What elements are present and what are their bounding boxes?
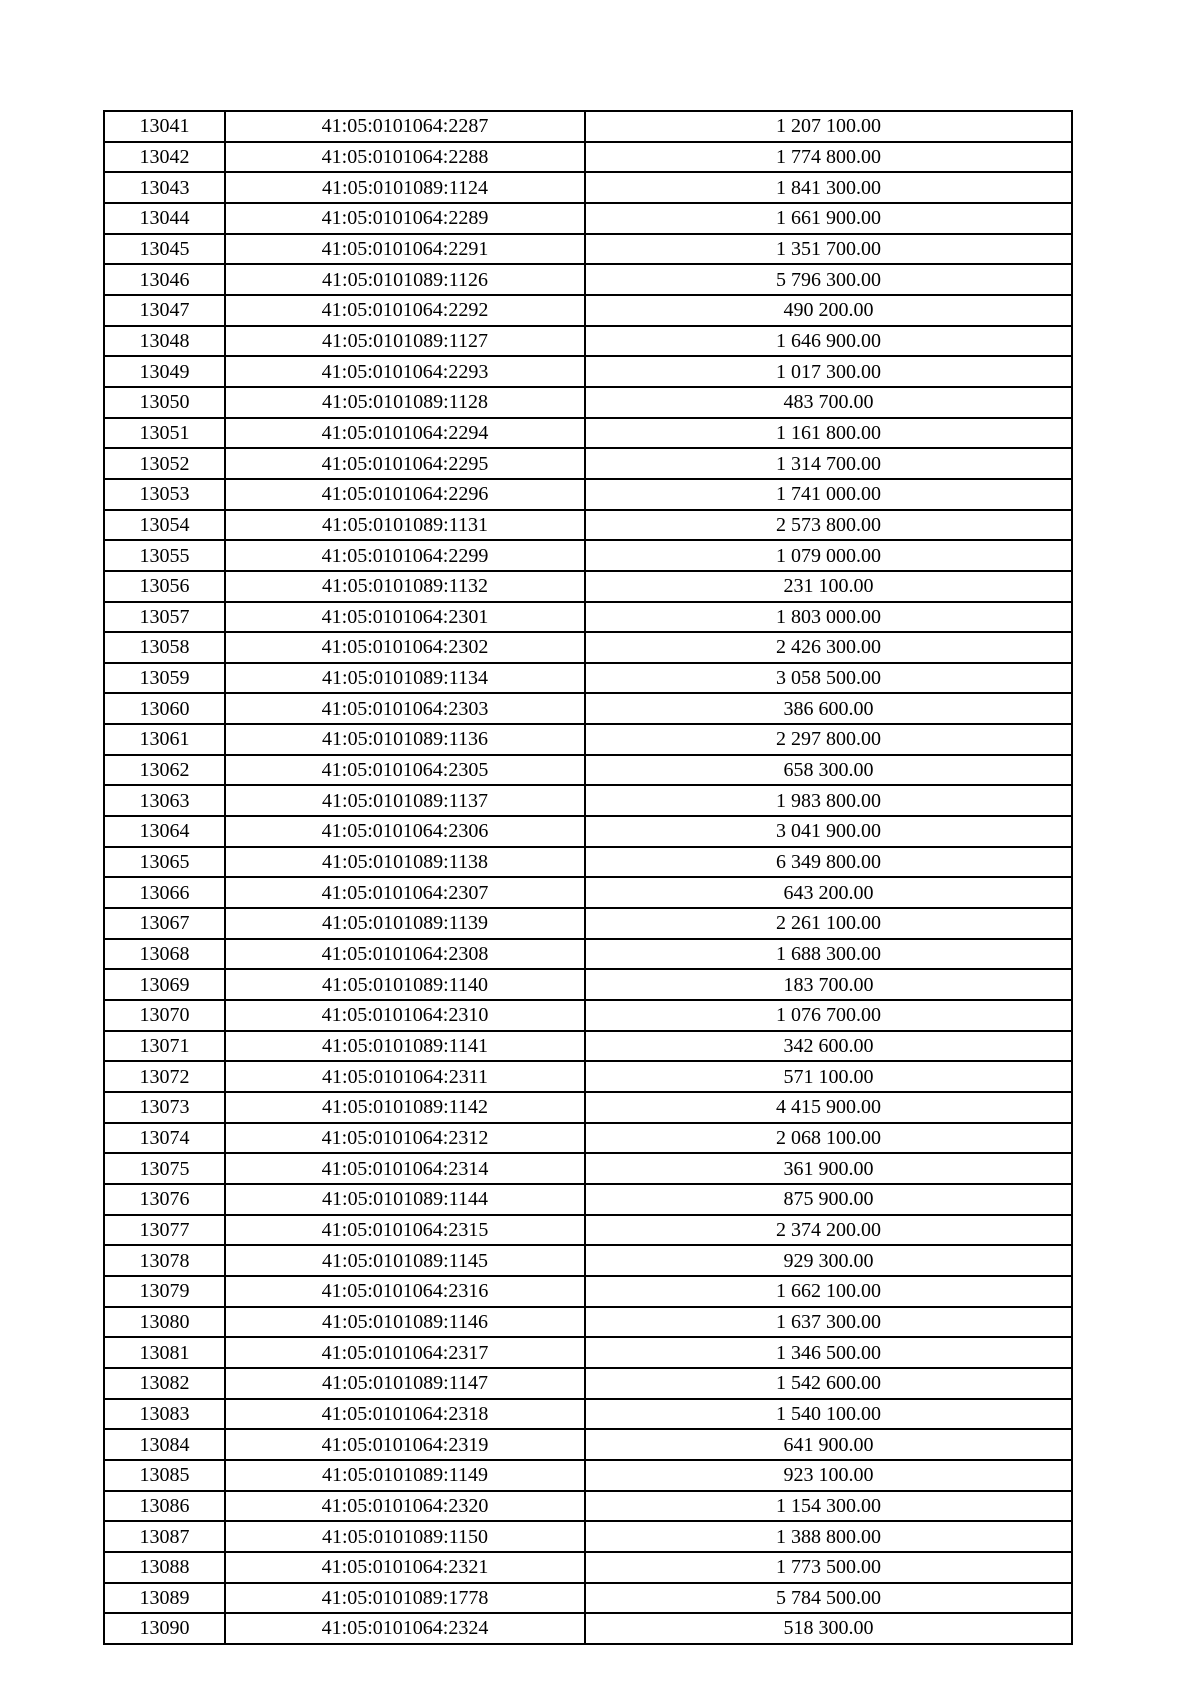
value-cell: 2 573 800.00 [585,510,1072,541]
table-row [104,1552,1072,1583]
cadastral-number-cell: 41:05:0101064:2320 [225,1491,585,1522]
value-cell: 2 374 200.00 [585,1215,1072,1246]
table-row [104,1123,1072,1154]
value-cell: 1 662 100.00 [585,1276,1072,1307]
table-row [104,847,1072,878]
table-row [104,1613,1072,1644]
cadastral-number-cell: 41:05:0101064:2315 [225,1215,585,1246]
value-cell: 1 688 300.00 [585,939,1072,970]
row-number-cell: 13043 [104,172,225,203]
value-cell: 490 200.00 [585,295,1072,326]
row-number-cell: 13047 [104,295,225,326]
row-number-cell: 13063 [104,785,225,816]
value-cell: 1 773 500.00 [585,1552,1072,1583]
cadastral-number-cell: 41:05:0101064:2318 [225,1399,585,1430]
cadastral-number-cell: 41:05:0101064:2293 [225,356,585,387]
table-body [104,111,1072,1644]
row-number-cell: 13059 [104,663,225,694]
cadastral-number-cell: 41:05:0101089:1141 [225,1031,585,1062]
cadastral-number-cell: 41:05:0101089:1138 [225,847,585,878]
cadastral-number-cell: 41:05:0101089:1145 [225,1245,585,1276]
value-cell: 1 540 100.00 [585,1399,1072,1430]
row-number-cell: 13071 [104,1031,225,1062]
row-number-cell: 13067 [104,908,225,939]
table-row [104,1184,1072,1215]
value-cell: 231 100.00 [585,571,1072,602]
row-number-cell: 13055 [104,540,225,571]
value-cell: 5 796 300.00 [585,264,1072,295]
value-cell: 643 200.00 [585,877,1072,908]
cadastral-number-cell: 41:05:0101089:1132 [225,571,585,602]
row-number-cell: 13077 [104,1215,225,1246]
value-cell: 1 314 700.00 [585,448,1072,479]
row-number-cell: 13074 [104,1123,225,1154]
value-cell: 1 774 800.00 [585,142,1072,173]
cadastral-number-cell: 41:05:0101089:1134 [225,663,585,694]
table-row [104,203,1072,234]
value-cell: 1 351 700.00 [585,234,1072,265]
row-number-cell: 13042 [104,142,225,173]
row-number-cell: 13061 [104,724,225,755]
cadastral-number-cell: 41:05:0101064:2324 [225,1613,585,1644]
row-number-cell: 13060 [104,693,225,724]
cadastral-number-cell: 41:05:0101089:1140 [225,969,585,1000]
cadastral-number-cell: 41:05:0101064:2321 [225,1552,585,1583]
table-row [104,1460,1072,1491]
table-row [104,264,1072,295]
value-cell: 518 300.00 [585,1613,1072,1644]
row-number-cell: 13085 [104,1460,225,1491]
value-cell: 3 058 500.00 [585,663,1072,694]
table-row [104,939,1072,970]
value-cell: 1 983 800.00 [585,785,1072,816]
table-row [104,908,1072,939]
value-cell: 4 415 900.00 [585,1092,1072,1123]
table-row [104,663,1072,694]
value-cell: 6 349 800.00 [585,847,1072,878]
table-row [104,571,1072,602]
row-number-cell: 13051 [104,418,225,449]
value-cell: 1 161 800.00 [585,418,1072,449]
table-row [104,295,1072,326]
row-number-cell: 13090 [104,1613,225,1644]
table-row [104,448,1072,479]
row-number-cell: 13056 [104,571,225,602]
value-cell: 2 068 100.00 [585,1123,1072,1154]
cadastral-number-cell: 41:05:0101064:2294 [225,418,585,449]
cadastral-number-cell: 41:05:0101064:2289 [225,203,585,234]
value-cell: 386 600.00 [585,693,1072,724]
row-number-cell: 13082 [104,1368,225,1399]
row-number-cell: 13084 [104,1429,225,1460]
row-number-cell: 13053 [104,479,225,510]
cadastral-number-cell: 41:05:0101089:1149 [225,1460,585,1491]
cadastral-number-cell: 41:05:0101064:2311 [225,1061,585,1092]
value-cell: 361 900.00 [585,1153,1072,1184]
table-row [104,693,1072,724]
table-row [104,816,1072,847]
row-number-cell: 13045 [104,234,225,265]
value-cell: 1 741 000.00 [585,479,1072,510]
table-row [104,387,1072,418]
cadastral-number-cell: 41:05:0101089:1128 [225,387,585,418]
table-row [104,172,1072,203]
table-row [104,326,1072,357]
table-row [104,969,1072,1000]
row-number-cell: 13079 [104,1276,225,1307]
row-number-cell: 13072 [104,1061,225,1092]
table-row [104,1061,1072,1092]
table-row [104,510,1072,541]
row-number-cell: 13048 [104,326,225,357]
cadastral-number-cell: 41:05:0101064:2306 [225,816,585,847]
table-row [104,142,1072,173]
cadastral-number-cell: 41:05:0101089:1150 [225,1521,585,1552]
cadastral-number-cell: 41:05:0101089:1139 [225,908,585,939]
value-cell: 1 017 300.00 [585,356,1072,387]
row-number-cell: 13068 [104,939,225,970]
cadastral-number-cell: 41:05:0101089:1147 [225,1368,585,1399]
table-row [104,1031,1072,1062]
cadastral-number-cell: 41:05:0101064:2299 [225,540,585,571]
row-number-cell: 13041 [104,111,225,142]
row-number-cell: 13046 [104,264,225,295]
row-number-cell: 13089 [104,1583,225,1614]
table-row [104,1491,1072,1522]
cadastral-number-cell: 41:05:0101089:1127 [225,326,585,357]
value-cell: 5 784 500.00 [585,1583,1072,1614]
row-number-cell: 13050 [104,387,225,418]
cadastral-number-cell: 41:05:0101064:2307 [225,877,585,908]
cadastral-number-cell: 41:05:0101064:2291 [225,234,585,265]
row-number-cell: 13073 [104,1092,225,1123]
table-row [104,479,1072,510]
row-number-cell: 13080 [104,1307,225,1338]
value-cell: 2 261 100.00 [585,908,1072,939]
table-row [104,1215,1072,1246]
table-row [104,540,1072,571]
cadastral-number-cell: 41:05:0101089:1778 [225,1583,585,1614]
table-row [104,1368,1072,1399]
cadastral-number-cell: 41:05:0101064:2301 [225,602,585,633]
cadastral-number-cell: 41:05:0101064:2287 [225,111,585,142]
row-number-cell: 13088 [104,1552,225,1583]
cadastral-number-cell: 41:05:0101064:2316 [225,1276,585,1307]
value-cell: 2 426 300.00 [585,632,1072,663]
table-row [104,356,1072,387]
cadastral-number-cell: 41:05:0101064:2314 [225,1153,585,1184]
value-cell: 1 388 800.00 [585,1521,1072,1552]
table-row [104,1337,1072,1368]
value-cell: 1 207 100.00 [585,111,1072,142]
cadastral-number-cell: 41:05:0101064:2319 [225,1429,585,1460]
row-number-cell: 13078 [104,1245,225,1276]
table-row [104,1000,1072,1031]
cadastral-number-cell: 41:05:0101089:1144 [225,1184,585,1215]
value-cell: 571 100.00 [585,1061,1072,1092]
value-cell: 1 076 700.00 [585,1000,1072,1031]
value-cell: 929 300.00 [585,1245,1072,1276]
cadastral-number-cell: 41:05:0101064:2303 [225,693,585,724]
cadastral-number-cell: 41:05:0101089:1136 [225,724,585,755]
table-row [104,724,1072,755]
row-number-cell: 13087 [104,1521,225,1552]
cadastral-number-cell: 41:05:0101064:2296 [225,479,585,510]
row-number-cell: 13058 [104,632,225,663]
value-cell: 342 600.00 [585,1031,1072,1062]
value-cell: 1 542 600.00 [585,1368,1072,1399]
row-number-cell: 13069 [104,969,225,1000]
value-cell: 875 900.00 [585,1184,1072,1215]
cadastral-number-cell: 41:05:0101064:2305 [225,755,585,786]
value-cell: 1 803 000.00 [585,602,1072,633]
table-row [104,418,1072,449]
value-cell: 1 154 300.00 [585,1491,1072,1522]
value-cell: 183 700.00 [585,969,1072,1000]
table-row [104,877,1072,908]
value-cell: 1 646 900.00 [585,326,1072,357]
cadastral-number-cell: 41:05:0101089:1124 [225,172,585,203]
cadastral-number-cell: 41:05:0101064:2308 [225,939,585,970]
table-row [104,785,1072,816]
row-number-cell: 13075 [104,1153,225,1184]
table-row [104,1276,1072,1307]
cadastral-number-cell: 41:05:0101064:2302 [225,632,585,663]
value-cell: 3 041 900.00 [585,816,1072,847]
row-number-cell: 13076 [104,1184,225,1215]
value-cell: 1 841 300.00 [585,172,1072,203]
row-number-cell: 13081 [104,1337,225,1368]
value-cell: 641 900.00 [585,1429,1072,1460]
table-row [104,234,1072,265]
cadastral-number-cell: 41:05:0101089:1137 [225,785,585,816]
cadastral-number-cell: 41:05:0101064:2310 [225,1000,585,1031]
table-row [104,1583,1072,1614]
table-row [104,602,1072,633]
table-row [104,1307,1072,1338]
table-row [104,111,1072,142]
cadastral-number-cell: 41:05:0101064:2317 [225,1337,585,1368]
row-number-cell: 13064 [104,816,225,847]
cadastral-number-cell: 41:05:0101089:1146 [225,1307,585,1338]
value-cell: 1 637 300.00 [585,1307,1072,1338]
cadastral-number-cell: 41:05:0101089:1126 [225,264,585,295]
value-cell: 2 297 800.00 [585,724,1072,755]
row-number-cell: 13057 [104,602,225,633]
cadastral-number-cell: 41:05:0101064:2292 [225,295,585,326]
value-cell: 1 661 900.00 [585,203,1072,234]
cadastral-number-cell: 41:05:0101064:2312 [225,1123,585,1154]
row-number-cell: 13066 [104,877,225,908]
row-number-cell: 13044 [104,203,225,234]
table-row [104,1092,1072,1123]
value-cell: 923 100.00 [585,1460,1072,1491]
cadastral-number-cell: 41:05:0101064:2288 [225,142,585,173]
value-cell: 658 300.00 [585,755,1072,786]
row-number-cell: 13054 [104,510,225,541]
row-number-cell: 13062 [104,755,225,786]
row-number-cell: 13086 [104,1491,225,1522]
table-row [104,755,1072,786]
cadastral-number-cell: 41:05:0101089:1142 [225,1092,585,1123]
table-row [104,632,1072,663]
row-number-cell: 13083 [104,1399,225,1430]
row-number-cell: 13065 [104,847,225,878]
cadastral-value-table [103,110,1073,1645]
table-row [104,1153,1072,1184]
cadastral-number-cell: 41:05:0101064:2295 [225,448,585,479]
value-cell: 1 346 500.00 [585,1337,1072,1368]
row-number-cell: 13052 [104,448,225,479]
table-row [104,1399,1072,1430]
table-row [104,1245,1072,1276]
row-number-cell: 13070 [104,1000,225,1031]
row-number-cell: 13049 [104,356,225,387]
value-cell: 483 700.00 [585,387,1072,418]
table-row [104,1429,1072,1460]
value-cell: 1 079 000.00 [585,540,1072,571]
cadastral-number-cell: 41:05:0101089:1131 [225,510,585,541]
table-row [104,1521,1072,1552]
